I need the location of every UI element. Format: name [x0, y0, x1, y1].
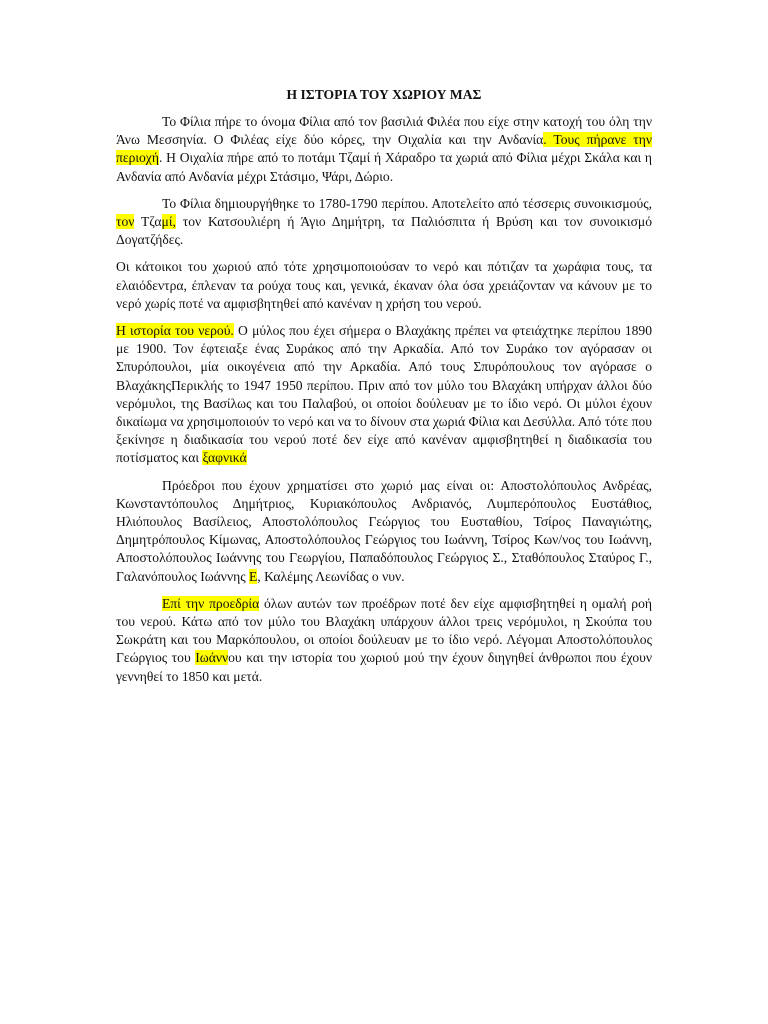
paragraph-2-text-b: Τζα: [134, 214, 162, 230]
paragraph-5: [116, 477, 652, 586]
document-page: [116, 86, 652, 695]
paragraph-2-text-a: Το Φίλια δημιουργήθηκε το 1780-1790 περίπου. Αποτελείτο από τέσσερις συνοικισμούς,: [162, 195, 652, 211]
paragraph-6: [116, 595, 652, 686]
paragraph-2: [116, 195, 652, 250]
highlight-4b: ξαφνικά: [202, 450, 247, 466]
paragraph-2-text-c: τον Κατσουλιέρη ή Άγιο Δημήτρη, τα Παλιόσπιτα ή Βρύση και τον συνοικισμό Δογατζήδες.: [116, 214, 652, 248]
highlight-2b: μί,: [161, 214, 176, 230]
paragraph-4: [116, 322, 652, 468]
highlight-6a: Επί την προεδρία: [162, 595, 260, 611]
paragraph-1-text-b: . Η Οιχαλία πήρε από το ποτάμι Τζαμί ή Χάραδρο τα χωριά από Φίλια μέχρι Σκάλα και η Ανδανία από Ανδανία μέχρι Στάσιμο, Ψάρι, Δώριο.: [116, 150, 652, 184]
document-title: Η ΙΣΤΟΡΙΑ ΤΟΥ ΧΩΡΙΟΥ ΜΑΣ: [286, 87, 482, 102]
paragraph-3-text: Οι κάτοικοι του χωριού από τότε χρησιμοποιούσαν το νερό και πότιζαν τα χωράφια τους, τα ελαιόδεντρα, έπλεναν τα ρούχα τους και, γενικά, έκαναν όλα όσα χρειάζονταν να κάνουν με το νερό χωρίς ποτέ να αμφισβητηθεί από κανέναν η χρήση του νερού.: [116, 259, 652, 311]
paragraph-5-text-a: Πρόεδροι που έχουν χρηματίσει στο χωριό μας είναι οι: Αποστολόπουλος Ανδρέας, Κωνσταντόπουλος Δημήτριος, Κυριακόπουλος Ανδριανός, Λυμπερόπουλος Ευστάθιος, Ηλιόπουλος Βασίλειος, Αποστολόπουλος Γεώργιος του Ευσταθίου, Τσίρος Παναγιώτης, Δημητρόπουλος Κίμωνας, Αποστολόπουλος Γεώργιος του Ιωάννη, Τσίρος Κων/νος του Ιωάννη, Αποστολόπουλος Ιωάννης του Γεωργίου, Παπαδόπουλος Γεώργιος Σ., Σταθόπουλος Σταύρος Γ., Γαλανόπουλος Ιωάννης: [116, 477, 652, 584]
highlight-5: Ε: [248, 568, 258, 584]
paragraph-6-text-b: ου και την ιστορία του χωριού μού την έχουν διηγηθεί άνθρωποι που έχουν γεννηθεί το 1850 και μετά.: [116, 650, 653, 684]
highlight-6b: Ιωάνν: [195, 650, 229, 666]
paragraph-1-text-a: Το Φίλια πήρε το όνομα Φίλια από τον βασιλιά Φιλέα που είχε στην κατοχή του όλη την Άνω Μεσσηνία. Ο Φιλέας είχε δύο κόρες, την Οιχαλία και την Ανδανία: [116, 114, 652, 148]
paragraph-3: [116, 258, 652, 313]
highlight-2a: τον: [116, 214, 135, 230]
paragraph-1: [116, 113, 652, 186]
paragraph-5-text-b: , Καλέμης Λεωνίδας ο νυν.: [257, 568, 405, 584]
highlight-4a: Η ιστορία του νερού.: [116, 323, 234, 339]
paragraph-4-text: Ο μύλος που έχει σήμερα ο Βλαχάκης πρέπει να φτειάχτηκε περίπου 1890 με 1900. Τον έφτειαξε ένας Συράκος από την Αρκαδία. Από τον Συράκο τον αγόρασαν οι Σπυρόπουλοι, μία οικογένεια από την Αρκαδία. Από τους Σπυρόπουλους τον αγόρασε ο ΒλαχάκηςΠερικλής το 1947 1950 περίπου. Πριν από τον μύλο του Βλαχάκη υπήρχαν άλλοι δύο νερόμυλοι, της Βασίλως και του Παλαβού, οι οποίοι δούλευαν με το ίδιο νερό. Οι μύλοι έχουν δικαίωμα να χρησιμοποιούν το νερό και να το δίνουν στα χωριά Φίλια και Δεσύλλα. Από τότε που ξεκίνησε η διαδικασία του νερού ποτέ δεν είχε από κανέναν αμφισβητηθεί η διαδικασία του ποτίσματος και: [116, 323, 653, 466]
highlight-1: . Τους πήρανε την περιοχή: [116, 132, 652, 166]
paragraph-6-text-a: όλων αυτών των προέδρων ποτέ δεν είχε αμφισβητηθεί η ομαλή ροή του νερού. Κάτω από τον μύλο του Βλαχάκη υπάρχουν άλλοι τρεις νερόμυλοι, η Σκούπα του Σωκράτη και του Μαρκόπουλου, οι οποίοι δούλευαν με το ίδιο νερό. Λέγομαι Αποστολόπουλος Γεώργιος του: [116, 595, 652, 666]
